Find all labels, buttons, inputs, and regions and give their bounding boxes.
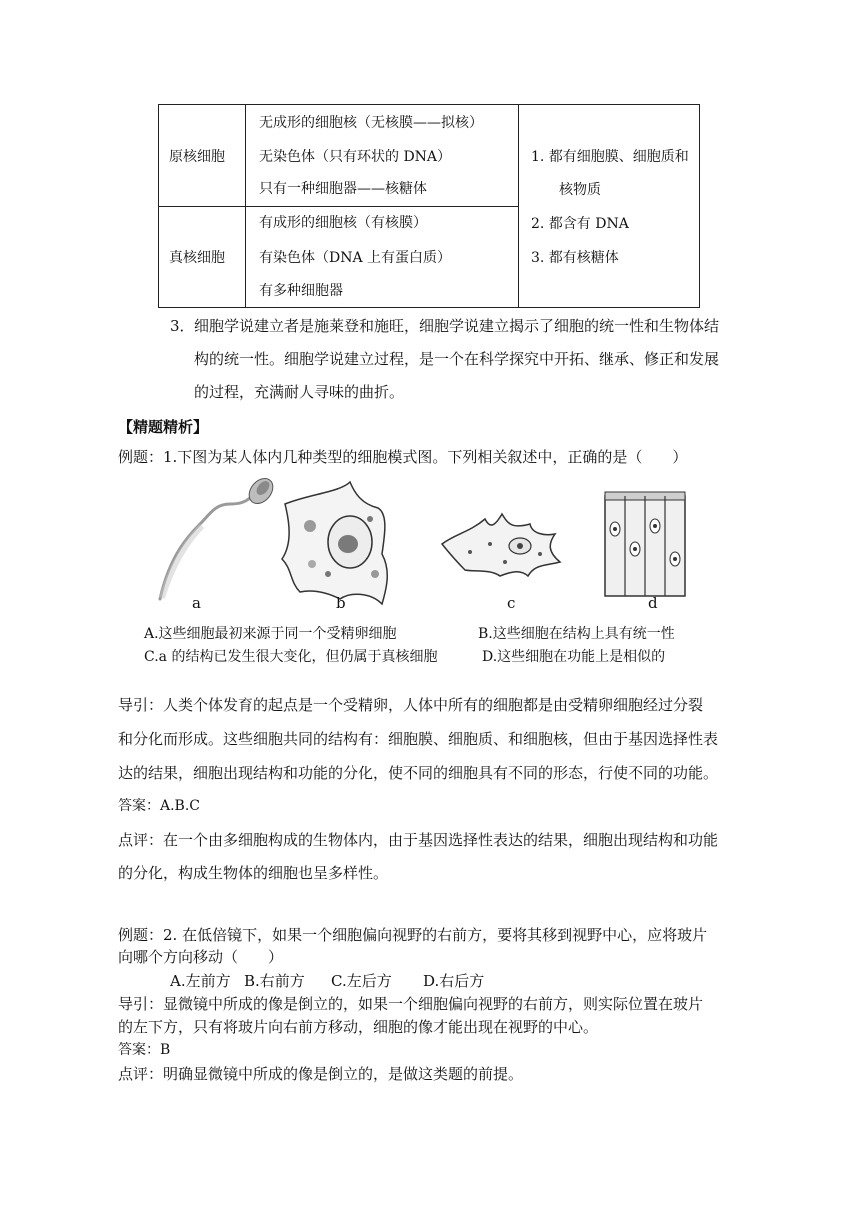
guide-line: 导引：人类个体发育的起点是一个受精卵，人体中所有的细胞都是由受精卵细胞经过分裂 xyxy=(118,696,704,714)
cell-diagram-illustration xyxy=(150,474,710,614)
option-a: A.这些细胞最初来源于同一个受精卵细胞 xyxy=(144,626,397,642)
point-number: 3． xyxy=(170,317,195,335)
example2-question-line: 例题：2. 在低倍镜下，如果一个细胞偏向视野的右前方，要将其移到视野中心，应将玻片 xyxy=(118,926,708,944)
comment-line: 点评：明确显微镜中所成的像是倒立的，是做这类题的前提。 xyxy=(118,1065,524,1083)
example2-question-line: 向哪个方向移动（ ） xyxy=(118,948,284,966)
answer: 答案：B xyxy=(118,1042,171,1058)
figure-label-a: a xyxy=(192,594,201,612)
option-b: B.这些细胞在结构上具有统一性 xyxy=(478,626,675,642)
common-cell: 3. 都有核糖体 xyxy=(531,250,619,266)
feature-cell: 无染色体（只有环状的 DNA） xyxy=(259,149,452,165)
option-b: B.右前方 xyxy=(244,972,305,990)
option-c: C.左后方 xyxy=(331,972,392,990)
option-a: A.左前方 xyxy=(170,972,231,990)
cell-comparison-table xyxy=(158,104,700,308)
common-cell: 2. 都含有 DNA xyxy=(531,216,629,232)
row-type-eukaryote: 真核细胞 xyxy=(169,250,225,266)
feature-cell: 有多种细胞器 xyxy=(259,283,343,299)
guide-line: 达的结果，细胞出现结构和功能的分化，使不同的细胞具有不同的形态，行使不同的功能。 xyxy=(118,764,719,782)
guide-line: 的左下方，只有将玻片向右前方移动，细胞的像才能出现在视野的中心。 xyxy=(118,1018,599,1036)
guide-line: 和分化而形成。这些细胞共同的结构有：细胞膜、细胞质、和细胞核，但由于基因选择性表 xyxy=(118,730,719,748)
option-c: C.a 的结构已发生很大变化，但仍属于真核细胞 xyxy=(144,649,438,665)
feature-cell: 无成形的细胞核（无核膜——拟核） xyxy=(259,115,483,131)
example1-question: 例题：1.下图为某人体内几种类型的细胞模式图。下列相关叙述中，正确的是（ ） xyxy=(118,448,688,466)
section-title: 【精题精析】 xyxy=(118,418,209,436)
comment-line: 点评：在一个由多细胞构成的生物体内，由于基因选择性表达的结果，细胞出现结构和功能 xyxy=(118,831,719,849)
figure-label-d: d xyxy=(648,594,658,612)
common-cell: 核物质 xyxy=(559,182,601,198)
paragraph-line: 细胞学说建立者是施莱登和施旺，细胞学说建立揭示了细胞的统一性和生物体结 xyxy=(194,317,720,335)
cell-figure xyxy=(150,474,710,614)
table-divider xyxy=(159,206,519,207)
answer: 答案：A.B.C xyxy=(118,798,201,814)
feature-cell: 有成形的细胞核（有核膜） xyxy=(259,215,427,231)
spindle-cell-illustration xyxy=(442,514,560,576)
comment-line: 的分化，构成生物体的细胞也呈多样性。 xyxy=(118,864,389,882)
feature-cell: 有染色体（DNA 上有蛋白质） xyxy=(259,250,452,266)
figure-label-c: c xyxy=(507,594,516,612)
row-type-prokaryote: 原核细胞 xyxy=(169,149,225,165)
epithelial-cells-illustration xyxy=(605,492,685,596)
feature-cell: 只有一种细胞器——核糖体 xyxy=(259,181,427,197)
paragraph-line: 的过程，充满耐人寻味的曲折。 xyxy=(194,383,405,401)
figure-label-b: b xyxy=(336,594,346,612)
sperm-cell-illustration xyxy=(160,474,278,599)
option-d: D.右后方 xyxy=(423,972,485,990)
guide-line: 导引：显微镜中所成的像是倒立的，如果一个细胞偏向视野的右前方，则实际位置在玻片 xyxy=(118,995,704,1013)
option-d: D.这些细胞在功能上是相似的 xyxy=(482,649,666,665)
irregular-cell-illustration xyxy=(282,482,387,604)
common-cell: 1. 都有细胞膜、细胞质和 xyxy=(531,149,689,165)
paragraph-line: 构的统一性。细胞学说建立过程，是一个在科学探究中开拓、继承、修正和发展 xyxy=(194,350,720,368)
